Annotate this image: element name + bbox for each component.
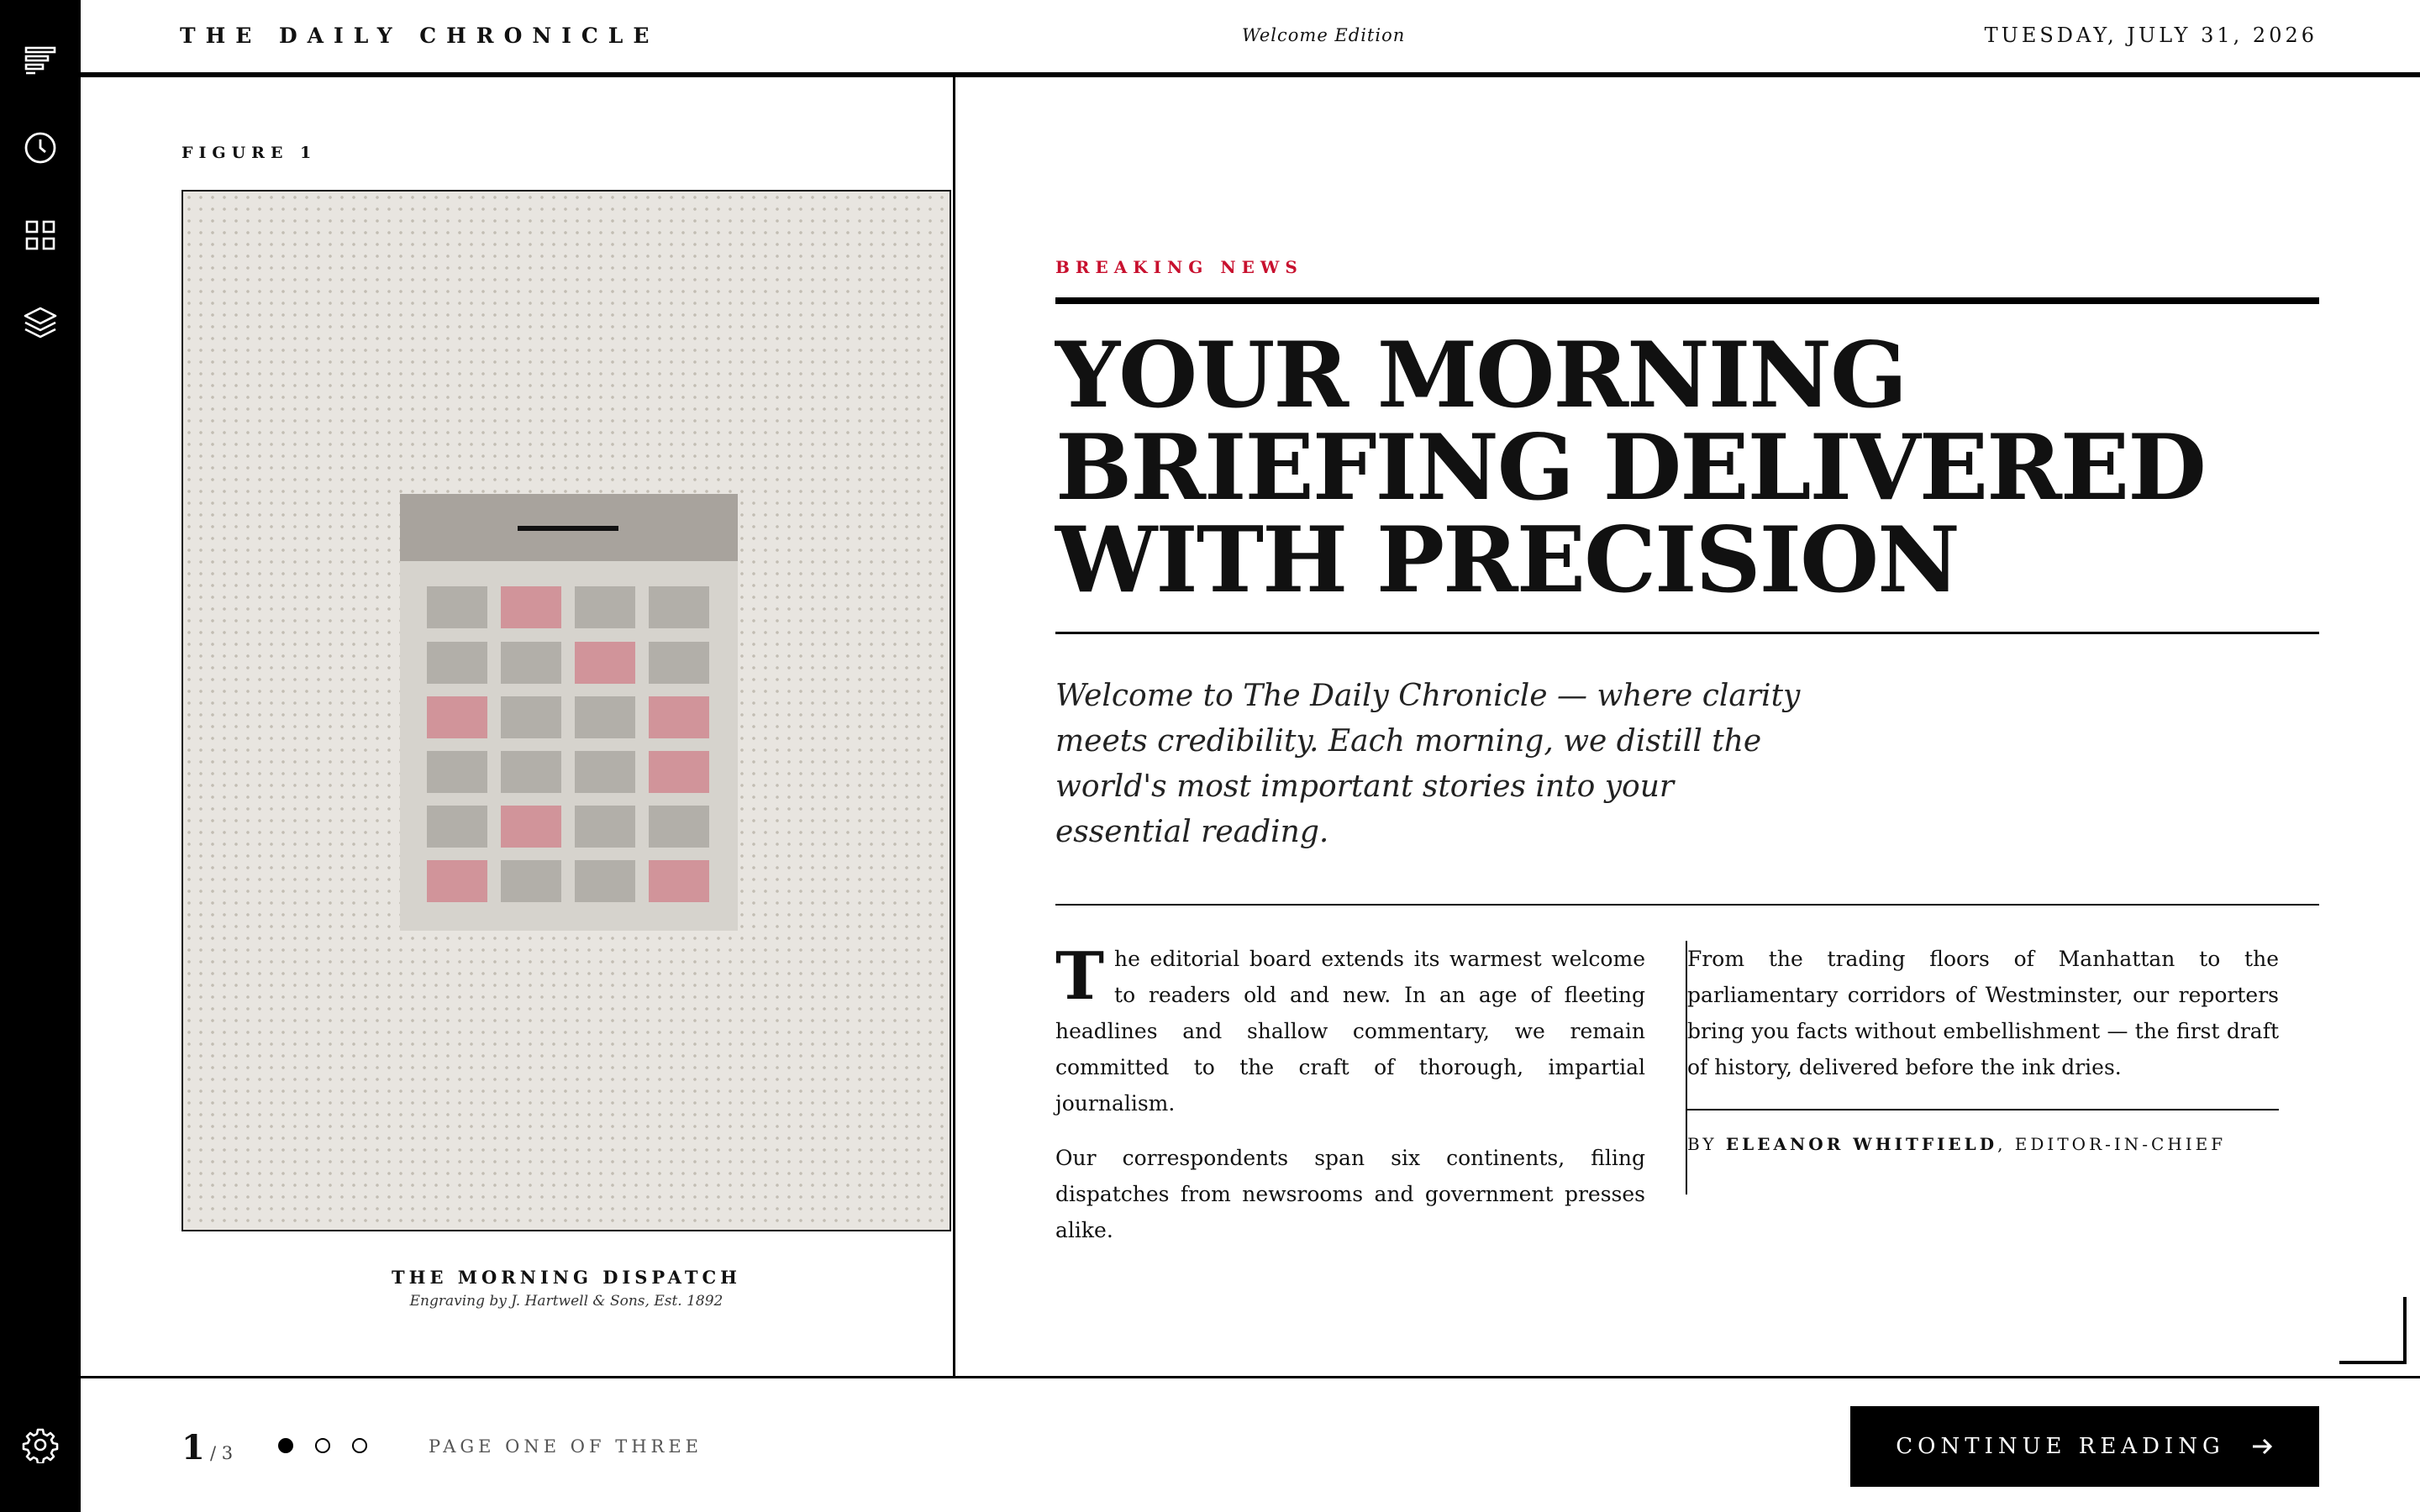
paragraph: Our correspondents span six continents, filing dispatches from newsrooms and government presses alike. — [1055, 1146, 1645, 1242]
continue-reading-label: CONTINUE READING — [1896, 1434, 2225, 1459]
drop-cap: T — [1055, 938, 1105, 1015]
layers-icon[interactable] — [20, 302, 60, 343]
calendar-cell-highlight — [649, 751, 709, 793]
calendar-icon — [400, 494, 738, 931]
calendar-cell — [501, 642, 561, 684]
calendar-cell-highlight — [501, 586, 561, 628]
calendar-cell-highlight — [649, 696, 709, 738]
paragraph — [1055, 938, 1645, 1121]
calendar-cell — [427, 751, 487, 793]
figure-label: FIGURE 1 — [182, 144, 318, 162]
calendar-cell-highlight — [649, 860, 709, 902]
calendar-cell — [575, 696, 635, 738]
paragraph: From the trading floors of Manhattan to the parliamentary corridors of Westminster, our reporters bring you facts without embellishment — the first draft of history, delivered before the ink dries. — [1687, 947, 2279, 1079]
paragraph-text: he editorial board extends its warmest welcome to readers old and new. In an age of fleeting headlines and shallow commentary, we remain committed to the craft of thorough, impartial journalism. — [1055, 947, 1645, 1116]
body-column-left — [1055, 938, 1645, 1267]
calendar-cell-highlight — [501, 806, 561, 848]
byline-rule — [1687, 1109, 2279, 1110]
calendar-cell-highlight — [427, 860, 487, 902]
calendar-cell — [501, 696, 561, 738]
settings-icon[interactable] — [20, 1425, 60, 1465]
continue-reading-button[interactable] — [1850, 1406, 2319, 1487]
deck-rule — [1055, 632, 2319, 634]
calendar-cell — [575, 806, 635, 848]
figure-title: THE MORNING DISPATCH — [391, 1267, 742, 1288]
body-rule — [1055, 904, 2319, 906]
figure-frame — [182, 190, 951, 1231]
calendar-cell-highlight — [427, 696, 487, 738]
calendar-bar — [518, 526, 618, 531]
deck-text: Welcome to The Daily Chronicle — where clarity meets credibility. Each morning, we distill the world's most important stories into your essential reading. — [1055, 679, 1801, 849]
calendar-cell — [501, 860, 561, 902]
byline-name: ELEANOR WHITFIELD — [1725, 1134, 1998, 1154]
calendar-cell — [575, 586, 635, 628]
byline — [1687, 1134, 2226, 1154]
page-current: 1 — [182, 1428, 205, 1467]
body-column-right — [1687, 941, 2279, 1085]
corner-mark — [2339, 1297, 2407, 1364]
calendar-cell — [649, 642, 709, 684]
grid-icon[interactable] — [20, 215, 60, 255]
kicker-label: BREAKING NEWS — [1055, 257, 1303, 277]
headline-rule — [1055, 297, 2319, 304]
byline-role: , EDITOR-IN-CHIEF — [1997, 1134, 2227, 1154]
headline: YOUR MORNING BRIEFING DELIVERED WITH PRECISION — [1055, 323, 2205, 613]
calendar-cell — [427, 642, 487, 684]
column-divider — [953, 77, 955, 1378]
masthead[interactable]: THE DAILY CHRONICLE — [180, 24, 660, 48]
date-label: TUESDAY, JULY 31, 2026 — [1984, 24, 2317, 47]
byline-prefix: BY — [1687, 1134, 1718, 1154]
page-dot-1[interactable] — [278, 1438, 293, 1453]
calendar-cell — [649, 806, 709, 848]
calendar-cell-highlight — [575, 642, 635, 684]
calendar-cell — [575, 751, 635, 793]
page-total: / 3 — [210, 1443, 234, 1463]
page-label: PAGE ONE OF THREE — [429, 1436, 702, 1457]
figure-credit: Engraving by J. Hartwell & Sons, Est. 1892 — [409, 1293, 723, 1310]
page-dot-2[interactable] — [315, 1438, 330, 1453]
clock-icon[interactable] — [20, 128, 60, 168]
calendar-header — [400, 494, 738, 561]
header — [81, 0, 2420, 77]
footer-rule — [81, 1376, 2420, 1378]
calendar-cell — [427, 586, 487, 628]
calendar-cell — [427, 806, 487, 848]
calendar-cell — [649, 586, 709, 628]
arrow-right-icon — [2250, 1435, 2274, 1458]
calendar-cell — [575, 860, 635, 902]
edition-label: Welcome Edition — [1242, 25, 1406, 45]
calendar-cell — [501, 751, 561, 793]
page-dot-3[interactable] — [352, 1438, 367, 1453]
text-align-icon[interactable] — [20, 40, 60, 81]
sidebar — [0, 0, 81, 1512]
